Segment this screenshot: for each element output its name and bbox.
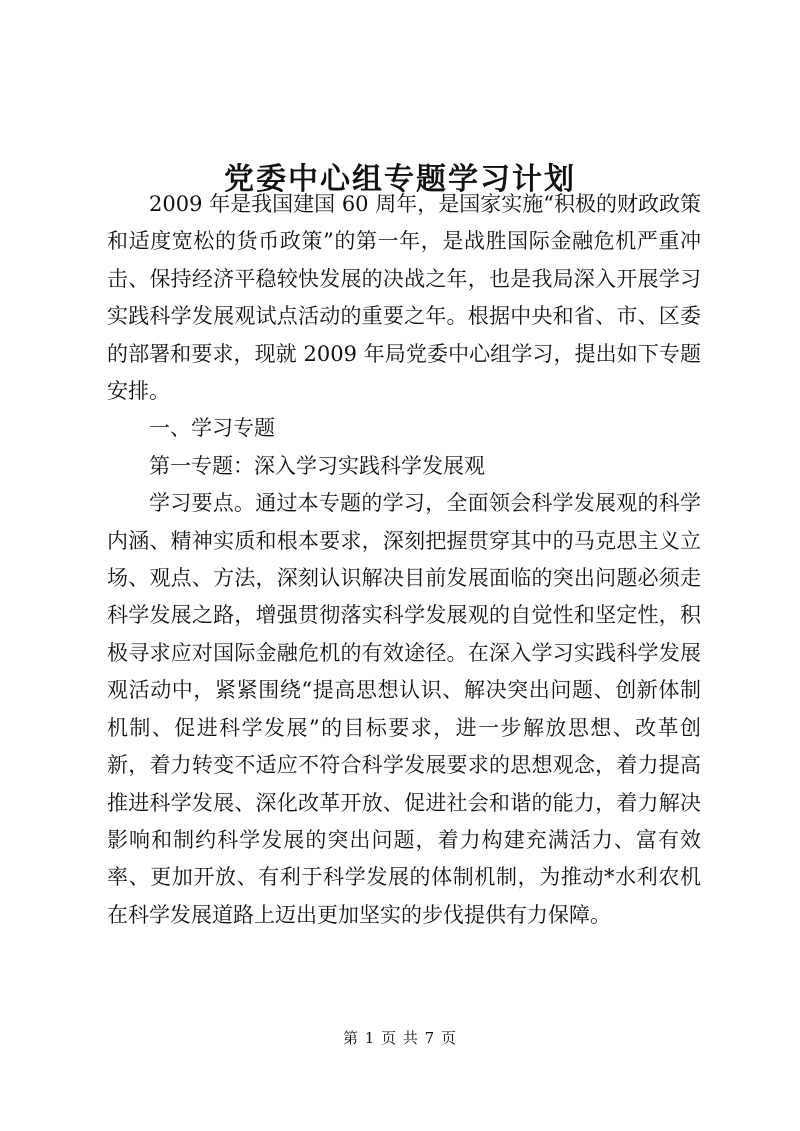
page-number-footer: 第 1 页 共 7 页 [343,1029,457,1047]
paragraph-study-points: 学习要点。通过本专题的学习，全面领会科学发展观的科学内涵、精神实质和根本要求，深刻把握贯穿其中的马克思主义立场、观点、方法，深刻认识解决目前发展面临的突出问题必须走科学发展之路，增强贯彻落实科学发展观的自觉性和坚定性，积极寻求应对国际金融危机的有效途径。在深入学习实践科学发展观活动中，紧紧围绕“提高思想认识、解决突出问题、创新体制机制、促进科学发展”的目标要求，进一步解放思想、改革创新，着力转变不适应不符合科学发展要求的思想观念，着力提高推进科学发展、深化改革开放、促进社会和谐的能力，着力解决影响和制约科学发展的突出问题，着力构建充满活力、富有效率、更加开放、有利于科学发展的体制机制，为推动*水利农机在科学发展道路上迈出更加坚实的步伐提供有力保障。 [107,491,701,927]
document-title: 党委中心组专题学习计划 [224,162,576,198]
subsection-heading-topic-one: 第一专题：深入学习实践科学发展观 [149,453,485,478]
paragraph-intro: 2009 年是我国建国 60 周年，是国家实施“积极的财政政策和适度宽松的货币政策”的第一年，是战胜国际金融危机严重冲击、保持经济平稳较快发展的决战之年，也是我局深入开展学习实践科学发展观试点活动的重要之年。根据中央和省、市、区委的部署和要求，现就 2009 年局党委中心组学习，提出如下专题安排。 [107,192,701,404]
section-heading-study-topics: 一、学习专题 [149,416,275,441]
document-body [107,186,701,934]
